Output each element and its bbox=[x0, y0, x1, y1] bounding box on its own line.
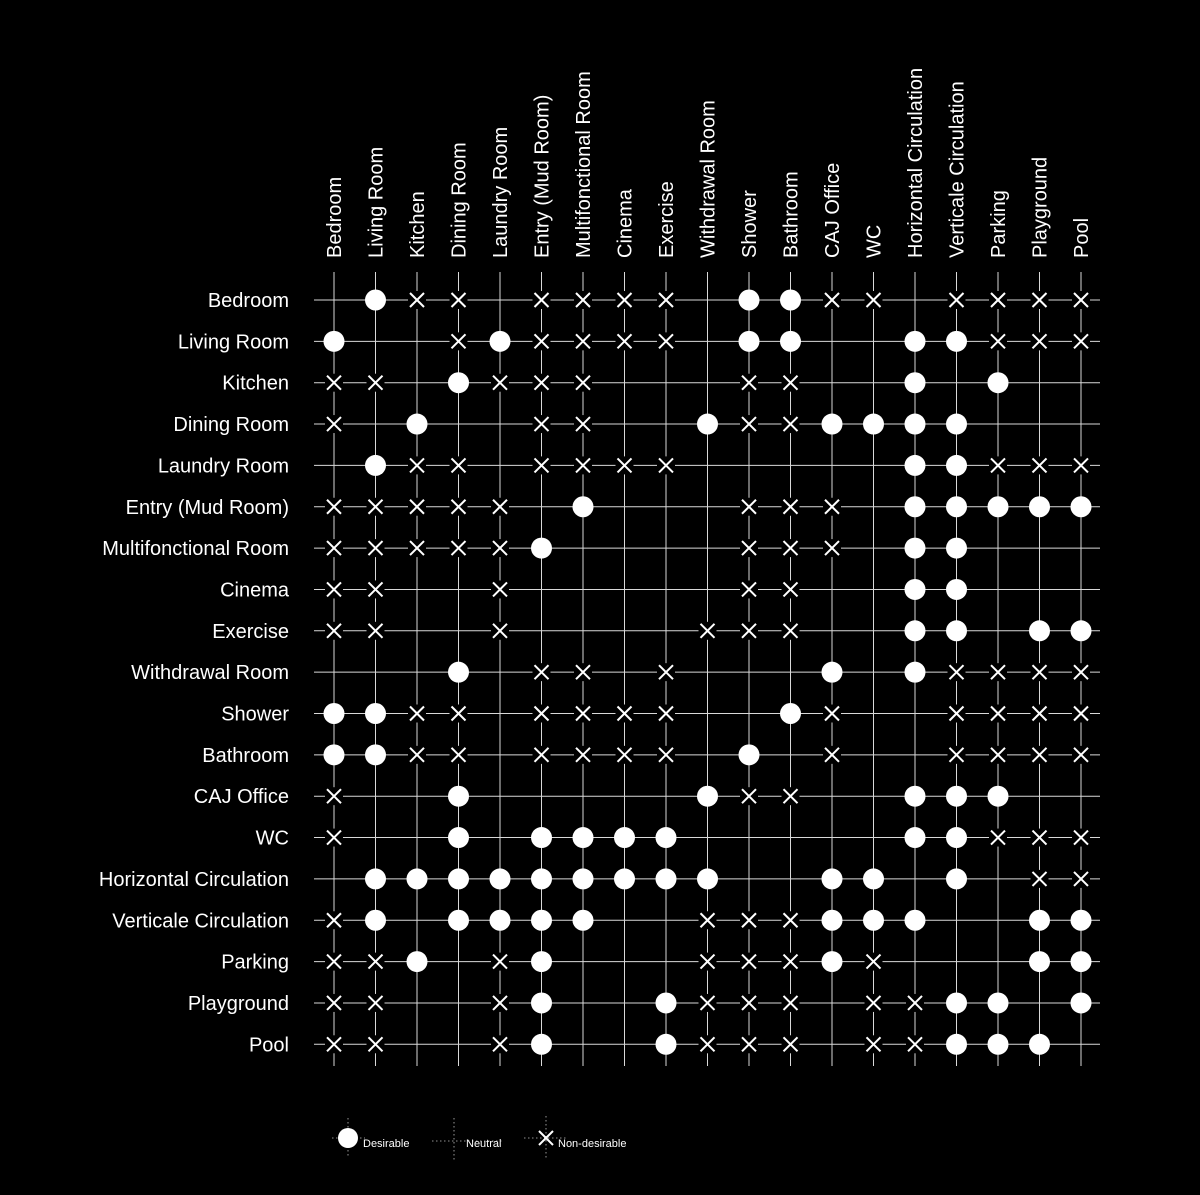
non-desirable-marker bbox=[657, 663, 675, 681]
non-desirable-marker bbox=[740, 787, 758, 805]
desirable-marker bbox=[905, 786, 926, 807]
non-desirable-marker bbox=[1031, 456, 1049, 474]
non-desirable-marker bbox=[367, 539, 385, 557]
column-label: Laundry Room bbox=[490, 126, 512, 258]
non-desirable-marker bbox=[325, 622, 343, 640]
column-label: Bathroom bbox=[780, 171, 803, 258]
non-desirable-marker bbox=[408, 539, 426, 557]
desirable-marker bbox=[324, 744, 345, 765]
desirable-marker bbox=[780, 703, 801, 724]
column-label: Parking bbox=[988, 190, 1010, 258]
desirable-marker bbox=[1071, 496, 1092, 517]
desirable-marker bbox=[365, 455, 386, 476]
desirable-marker bbox=[697, 414, 718, 435]
non-desirable-marker bbox=[740, 911, 758, 929]
non-desirable-marker bbox=[948, 291, 966, 309]
non-desirable-marker bbox=[325, 911, 343, 929]
desirable-marker bbox=[407, 414, 428, 435]
non-desirable-marker bbox=[989, 829, 1007, 847]
column-label: Verticale Circulation bbox=[946, 81, 969, 258]
desirable-marker bbox=[739, 331, 760, 352]
non-desirable-marker bbox=[574, 374, 592, 392]
non-desirable-marker bbox=[823, 498, 841, 516]
non-desirable-marker bbox=[325, 953, 343, 971]
desirable-marker bbox=[905, 372, 926, 393]
non-desirable-marker bbox=[1072, 456, 1090, 474]
non-desirable-marker bbox=[325, 829, 343, 847]
non-desirable-marker bbox=[408, 705, 426, 723]
non-desirable-marker bbox=[740, 498, 758, 516]
desirable-marker bbox=[365, 868, 386, 889]
non-desirable-marker bbox=[325, 994, 343, 1012]
non-desirable-marker bbox=[450, 539, 468, 557]
non-desirable-marker bbox=[325, 539, 343, 557]
non-desirable-marker bbox=[1031, 332, 1049, 350]
row-label: Parking bbox=[221, 951, 289, 974]
non-desirable-marker bbox=[948, 705, 966, 723]
non-desirable-marker bbox=[367, 374, 385, 392]
row-label: Living Room bbox=[177, 331, 289, 354]
non-desirable-marker bbox=[989, 663, 1007, 681]
non-desirable-marker bbox=[906, 994, 924, 1012]
non-desirable-marker bbox=[408, 498, 426, 516]
legend-non-desirable-label: Non-desirable bbox=[558, 1138, 627, 1150]
desirable-marker bbox=[946, 992, 967, 1013]
column-label: Entry (Mud Room) bbox=[531, 94, 554, 258]
non-desirable-marker bbox=[1031, 870, 1049, 888]
desirable-marker bbox=[656, 1034, 677, 1055]
desirable-marker bbox=[780, 290, 801, 311]
row-label: Multifonctional Room bbox=[102, 538, 289, 561]
non-desirable-marker bbox=[491, 539, 509, 557]
non-desirable-marker bbox=[325, 1035, 343, 1053]
desirable-marker bbox=[1071, 951, 1092, 972]
non-desirable-marker bbox=[491, 1035, 509, 1053]
desirable-marker bbox=[573, 496, 594, 517]
non-desirable-marker bbox=[1031, 663, 1049, 681]
non-desirable-marker bbox=[533, 291, 551, 309]
desirable-marker bbox=[1029, 910, 1050, 931]
non-desirable-marker bbox=[1031, 291, 1049, 309]
desirable-marker bbox=[946, 496, 967, 517]
non-desirable-marker bbox=[865, 953, 883, 971]
non-desirable-marker bbox=[533, 663, 551, 681]
column-label: WC bbox=[863, 224, 886, 258]
desirable-marker bbox=[905, 579, 926, 600]
desirable-marker bbox=[946, 868, 967, 889]
desirable-marker bbox=[946, 1034, 967, 1055]
legend-non-desirable bbox=[524, 1116, 626, 1158]
desirable-marker bbox=[739, 290, 760, 311]
desirable-marker bbox=[822, 662, 843, 683]
non-desirable-marker bbox=[450, 498, 468, 516]
non-desirable-marker bbox=[989, 456, 1007, 474]
desirable-marker bbox=[697, 868, 718, 889]
desirable-marker bbox=[1071, 910, 1092, 931]
non-desirable-marker bbox=[533, 374, 551, 392]
non-desirable-marker bbox=[491, 953, 509, 971]
desirable-marker bbox=[365, 744, 386, 765]
desirable-marker bbox=[905, 620, 926, 641]
non-desirable-marker bbox=[823, 291, 841, 309]
desirable-marker bbox=[365, 703, 386, 724]
legend bbox=[332, 1116, 626, 1160]
non-desirable-marker bbox=[782, 622, 800, 640]
non-desirable-marker bbox=[740, 994, 758, 1012]
desirable-marker bbox=[1029, 951, 1050, 972]
column-label: Horizontal Circulation bbox=[905, 67, 927, 258]
row-label: WC bbox=[255, 827, 289, 850]
desirable-marker bbox=[988, 786, 1009, 807]
non-desirable-marker bbox=[1072, 870, 1090, 888]
non-desirable-marker bbox=[1072, 332, 1090, 350]
desirable-marker bbox=[822, 910, 843, 931]
non-desirable-marker bbox=[367, 498, 385, 516]
desirable-marker bbox=[1071, 992, 1092, 1013]
non-desirable-marker bbox=[740, 622, 758, 640]
non-desirable-marker bbox=[491, 994, 509, 1012]
desirable-marker bbox=[697, 786, 718, 807]
desirable-marker bbox=[988, 496, 1009, 517]
non-desirable-marker bbox=[574, 663, 592, 681]
column-label: Living Room bbox=[365, 146, 388, 258]
non-desirable-marker bbox=[740, 580, 758, 598]
non-desirable-marker bbox=[823, 705, 841, 723]
non-desirable-marker bbox=[699, 622, 717, 640]
non-desirable-marker bbox=[408, 746, 426, 764]
non-desirable-marker bbox=[823, 539, 841, 557]
column-label: Dining Room bbox=[448, 142, 471, 258]
non-desirable-marker bbox=[948, 746, 966, 764]
desirable-marker bbox=[448, 868, 469, 889]
desirable-marker bbox=[656, 827, 677, 848]
desirable-marker bbox=[946, 331, 967, 352]
non-desirable-marker bbox=[491, 580, 509, 598]
non-desirable-marker bbox=[740, 1035, 758, 1053]
desirable-marker bbox=[365, 910, 386, 931]
non-desirable-marker bbox=[574, 746, 592, 764]
column-label: Multifonctional Room bbox=[573, 71, 595, 258]
desirable-marker bbox=[324, 703, 345, 724]
non-desirable-marker bbox=[574, 291, 592, 309]
non-desirable-marker bbox=[989, 332, 1007, 350]
non-desirable-marker bbox=[367, 953, 385, 971]
desirable-marker bbox=[573, 910, 594, 931]
desirable-marker bbox=[448, 662, 469, 683]
grid-lines bbox=[314, 272, 1100, 1066]
non-desirable-marker bbox=[989, 705, 1007, 723]
desirable-marker bbox=[822, 868, 843, 889]
desirable-marker bbox=[822, 951, 843, 972]
non-desirable-marker bbox=[533, 332, 551, 350]
desirable-marker bbox=[656, 992, 677, 1013]
desirable-marker bbox=[905, 827, 926, 848]
desirable-marker bbox=[905, 538, 926, 559]
non-desirable-marker bbox=[1072, 291, 1090, 309]
non-desirable-marker bbox=[782, 539, 800, 557]
desirable-marker bbox=[656, 868, 677, 889]
non-desirable-marker bbox=[450, 291, 468, 309]
non-desirable-marker bbox=[740, 953, 758, 971]
non-desirable-marker bbox=[657, 291, 675, 309]
non-desirable-marker bbox=[574, 705, 592, 723]
non-desirable-marker bbox=[989, 746, 1007, 764]
non-desirable-marker bbox=[782, 787, 800, 805]
desirable-marker bbox=[531, 951, 552, 972]
desirable-marker bbox=[448, 910, 469, 931]
non-desirable-marker bbox=[1031, 705, 1049, 723]
row-label: Horizontal Circulation bbox=[98, 868, 289, 891]
non-desirable-marker bbox=[865, 291, 883, 309]
desirable-marker bbox=[863, 414, 884, 435]
row-label: Shower bbox=[221, 703, 289, 726]
non-desirable-marker bbox=[1072, 829, 1090, 847]
non-desirable-marker bbox=[450, 746, 468, 764]
non-desirable-marker bbox=[574, 456, 592, 474]
desirable-marker bbox=[573, 868, 594, 889]
desirable-marker bbox=[1029, 620, 1050, 641]
desirable-marker bbox=[490, 910, 511, 931]
non-desirable-marker bbox=[491, 374, 509, 392]
non-desirable-marker bbox=[823, 746, 841, 764]
non-desirable-marker bbox=[533, 746, 551, 764]
desirable-marker bbox=[988, 372, 1009, 393]
row-label: Withdrawal Room bbox=[131, 662, 289, 685]
desirable-marker bbox=[988, 992, 1009, 1013]
non-desirable-marker bbox=[699, 1035, 717, 1053]
column-label: Exercise bbox=[656, 181, 678, 258]
non-desirable-marker bbox=[408, 456, 426, 474]
non-desirable-marker bbox=[782, 580, 800, 598]
desirable-marker bbox=[946, 414, 967, 435]
row-label: Laundry Room bbox=[157, 455, 289, 478]
column-label: Playground bbox=[1029, 156, 1052, 258]
non-desirable-marker bbox=[408, 291, 426, 309]
non-desirable-marker bbox=[450, 456, 468, 474]
desirable-marker bbox=[739, 744, 760, 765]
desirable-marker bbox=[946, 538, 967, 559]
desirable-marker bbox=[988, 1034, 1009, 1055]
row-label: Entry (Mud Room) bbox=[125, 496, 289, 519]
desirable-marker bbox=[407, 868, 428, 889]
non-desirable-marker bbox=[657, 456, 675, 474]
non-desirable-marker bbox=[616, 746, 634, 764]
non-desirable-marker bbox=[740, 415, 758, 433]
desirable-marker bbox=[324, 331, 345, 352]
non-desirable-marker bbox=[533, 415, 551, 433]
row-label: Kitchen bbox=[222, 372, 289, 395]
desirable-marker bbox=[1029, 496, 1050, 517]
desirable-marker bbox=[822, 414, 843, 435]
non-desirable-marker bbox=[325, 787, 343, 805]
desirable-marker bbox=[1071, 620, 1092, 641]
row-label: Bathroom bbox=[202, 744, 289, 767]
desirable-marker bbox=[448, 786, 469, 807]
desirable-marker bbox=[905, 331, 926, 352]
desirable-marker bbox=[946, 620, 967, 641]
row-label: Exercise bbox=[212, 620, 289, 643]
desirable-marker bbox=[531, 992, 552, 1013]
desirable-marker bbox=[573, 827, 594, 848]
legend-neutral bbox=[432, 1118, 502, 1160]
non-desirable-marker bbox=[906, 1035, 924, 1053]
non-desirable-marker bbox=[491, 498, 509, 516]
desirable-marker bbox=[863, 868, 884, 889]
non-desirable-marker bbox=[616, 705, 634, 723]
non-desirable-marker bbox=[367, 994, 385, 1012]
non-desirable-marker bbox=[533, 456, 551, 474]
row-label: Cinema bbox=[220, 579, 289, 602]
non-desirable-marker bbox=[574, 415, 592, 433]
non-desirable-marker bbox=[325, 374, 343, 392]
desirable-marker bbox=[863, 910, 884, 931]
row-label: Dining Room bbox=[173, 414, 289, 437]
non-desirable-marker bbox=[782, 374, 800, 392]
desirable-marker bbox=[448, 372, 469, 393]
row-label: Verticale Circulation bbox=[112, 910, 289, 933]
non-desirable-marker bbox=[865, 994, 883, 1012]
non-desirable-marker bbox=[699, 994, 717, 1012]
column-label: Kitchen bbox=[407, 191, 429, 258]
non-desirable-marker bbox=[699, 911, 717, 929]
non-desirable-marker bbox=[325, 580, 343, 598]
row-labels bbox=[99, 290, 290, 1056]
desirable-marker bbox=[946, 786, 967, 807]
row-label: CAJ Office bbox=[193, 786, 289, 809]
row-label: Bedroom bbox=[207, 290, 289, 312]
non-desirable-marker bbox=[782, 498, 800, 516]
desirable-marker bbox=[490, 331, 511, 352]
desirable-marker bbox=[407, 951, 428, 972]
desirable-marker bbox=[905, 496, 926, 517]
desirable-marker bbox=[946, 579, 967, 600]
desirable-marker bbox=[531, 538, 552, 559]
desirable-marker bbox=[531, 827, 552, 848]
column-label: Bedroom bbox=[324, 176, 346, 258]
row-label: Pool bbox=[248, 1034, 289, 1057]
desirable-marker bbox=[490, 868, 511, 889]
non-desirable-marker bbox=[325, 498, 343, 516]
column-label: Withdrawal Room bbox=[697, 100, 720, 258]
non-desirable-marker bbox=[450, 705, 468, 723]
non-desirable-marker bbox=[367, 622, 385, 640]
non-desirable-marker bbox=[1031, 829, 1049, 847]
column-label: CAJ Office bbox=[822, 162, 844, 258]
legend-desirable-label: Desirable bbox=[363, 1138, 410, 1150]
non-desirable-marker bbox=[740, 374, 758, 392]
non-desirable-marker bbox=[616, 332, 634, 350]
desirable-marker-icon bbox=[338, 1128, 358, 1148]
non-desirable-marker bbox=[1072, 746, 1090, 764]
desirable-marker bbox=[614, 827, 635, 848]
desirable-marker bbox=[946, 827, 967, 848]
non-desirable-marker bbox=[782, 953, 800, 971]
desirable-marker bbox=[1029, 1034, 1050, 1055]
non-desirable-marker bbox=[740, 539, 758, 557]
desirable-marker bbox=[905, 662, 926, 683]
non-desirable-marker bbox=[865, 1035, 883, 1053]
non-desirable-marker bbox=[782, 911, 800, 929]
non-desirable-marker bbox=[367, 1035, 385, 1053]
legend-neutral-label: Neutral bbox=[466, 1138, 502, 1150]
desirable-marker bbox=[905, 910, 926, 931]
non-desirable-marker bbox=[782, 1035, 800, 1053]
non-desirable-marker bbox=[1031, 746, 1049, 764]
desirable-marker bbox=[905, 455, 926, 476]
column-label: Shower bbox=[739, 190, 761, 258]
desirable-marker bbox=[448, 827, 469, 848]
desirable-marker bbox=[531, 1034, 552, 1055]
non-desirable-marker bbox=[782, 415, 800, 433]
non-desirable-marker bbox=[491, 622, 509, 640]
non-desirable-marker bbox=[657, 332, 675, 350]
desirable-marker bbox=[365, 290, 386, 311]
desirable-marker bbox=[780, 331, 801, 352]
non-desirable-marker bbox=[657, 705, 675, 723]
desirable-marker bbox=[614, 868, 635, 889]
non-desirable-marker bbox=[1072, 663, 1090, 681]
row-label: Playground bbox=[187, 992, 289, 1015]
non-desirable-marker bbox=[616, 291, 634, 309]
column-label: Cinema bbox=[614, 189, 637, 258]
desirable-marker bbox=[531, 910, 552, 931]
non-desirable-marker bbox=[657, 746, 675, 764]
non-desirable-marker bbox=[616, 456, 634, 474]
non-desirable-marker bbox=[450, 332, 468, 350]
desirable-marker bbox=[531, 868, 552, 889]
desirable-marker bbox=[946, 455, 967, 476]
non-desirable-marker bbox=[1072, 705, 1090, 723]
non-desirable-marker bbox=[533, 705, 551, 723]
non-desirable-marker bbox=[699, 953, 717, 971]
legend-desirable bbox=[332, 1118, 409, 1158]
column-label: Pool bbox=[1071, 217, 1093, 258]
non-desirable-marker bbox=[948, 663, 966, 681]
column-labels bbox=[324, 68, 1093, 258]
non-desirable-marker bbox=[574, 332, 592, 350]
non-desirable-marker bbox=[989, 291, 1007, 309]
non-desirable-marker bbox=[782, 994, 800, 1012]
non-desirable-marker bbox=[367, 580, 385, 598]
non-desirable-marker bbox=[325, 415, 343, 433]
desirable-marker bbox=[905, 414, 926, 435]
